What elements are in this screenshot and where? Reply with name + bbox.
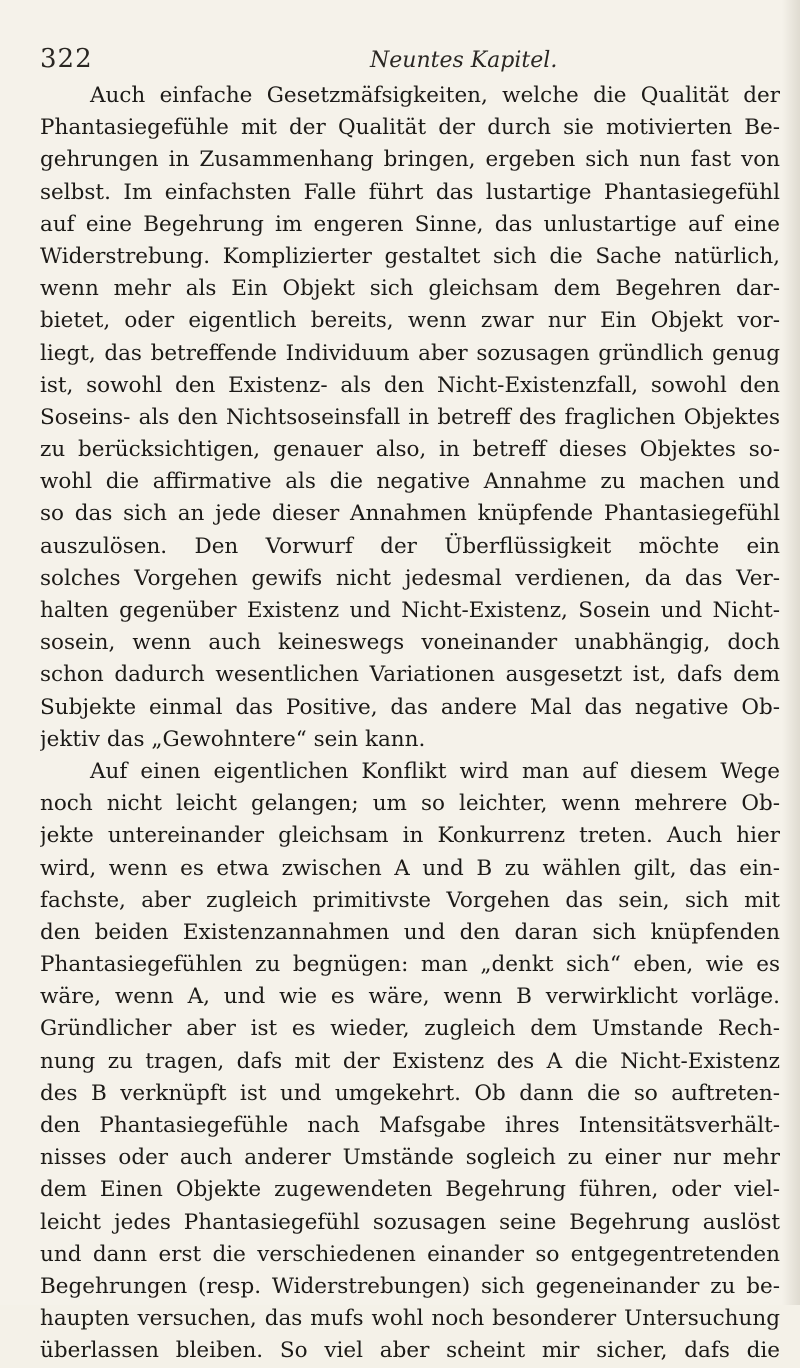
running-title: Neuntes Kapitel. [370, 48, 558, 73]
text-line: zu berücksichtigen, genauer also, in betreff dieses Objektes so- [40, 437, 780, 463]
text-line: den Phantasiegefühle nach Mafsgabe ihres Intensitätsverhält- [40, 1113, 780, 1138]
text-line: bietet, oder eigentlich bereits, wenn zwar nur Ein Objekt vor- [40, 308, 780, 334]
text-line: jektiv das „Gewohntere“ sein kann. [40, 726, 426, 752]
text-line: überlassen bleiben. So viel aber scheint mir sicher, dafs die [40, 1338, 780, 1364]
text-line: wohl die affirmative als die negative Annahme zu machen und [40, 469, 780, 495]
text-line: Subjekte einmal das Positive, das andere Mal das negative Ob- [40, 694, 780, 720]
page-number: 322 [40, 44, 93, 74]
text-line: solches Vorgehen gewifs nicht jedesmal verdienen, da das Ver- [40, 565, 780, 591]
text-line: Widerstrebung. Komplizierter gestaltet sich die Sache natürlich, [40, 243, 780, 269]
text-line: Soseins- als den Nichtsoseinsfall in betreff des fraglichen Objektes [40, 404, 780, 430]
text-line: so das sich an jede dieser Annahmen knüpfende Phantasiegefühl [40, 501, 780, 527]
page-header [40, 44, 780, 78]
body-text [40, 80, 780, 1368]
page-edge-shadow [782, 0, 800, 1305]
text-line: schon dadurch wesentlichen Variationen ausgesetzt ist, dafs dem [40, 662, 780, 688]
text-line: fachste, aber zugleich primitivste Vorgehen das sein, sich mit [40, 887, 780, 913]
text-line: Auch einfache Gesetzmäfsigkeiten, welche die Qualität der [90, 83, 780, 108]
text-line: auf eine Begehrung im engeren Sinne, das unlustartige auf eine [40, 211, 780, 237]
text-line: halten gegenüber Existenz und Nicht-Existenz, Sosein und Nicht- [40, 598, 780, 623]
text-line: Auf einen eigentlichen Konflikt wird man auf diesem Wege [90, 758, 780, 784]
text-line: sosein, wenn auch keineswegs voneinander unabhängig, doch [40, 630, 780, 656]
text-line: nung zu tragen, dafs mit der Existenz des A die Nicht-Existenz [40, 1048, 780, 1074]
text-line: des B verknüpft ist und umgekehrt. Ob dann die so auftreten- [40, 1080, 780, 1106]
text-line: wird, wenn es etwa zwischen A und B zu wählen gilt, das ein- [40, 855, 780, 881]
text-line: auszulösen. Den Vorwurf der Überflüssigkeit möchte ein [40, 533, 780, 559]
text-line: Phantasiegefühlen zu begnügen: man „denkt sich“ eben, wie es [40, 952, 780, 978]
text-line: nisses oder auch anderer Umstände sogleich zu einer nur mehr [40, 1145, 780, 1171]
text-line: liegt, das betreffende Individuum aber sozusagen gründlich genug [40, 340, 780, 366]
text-line: und dann erst die verschiedenen einander so entgegentretenden [40, 1241, 780, 1267]
text-line: jekte untereinander gleichsam in Konkurrenz treten. Auch hier [40, 823, 780, 849]
text-line: selbst. Im einfachsten Falle führt das lustartige Phantasiegefühl [40, 179, 780, 205]
text-line: leicht jedes Phantasiegefühl sozusagen seine Begehrung auslöst [40, 1209, 780, 1235]
text-line: gehrungen in Zusammenhang bringen, ergeben sich nun fast von [40, 147, 780, 173]
text-line: wäre, wenn A, und wie es wäre, wenn B verwirklicht vorläge. [40, 984, 780, 1010]
text-line: Gründlicher aber ist es wieder, zugleich dem Umstande Rech- [40, 1016, 780, 1042]
text-line: wenn mehr als Ein Objekt sich gleichsam dem Begehren dar- [40, 276, 780, 302]
text-line: noch nicht leicht gelangen; um so leichter, wenn mehrere Ob- [40, 791, 780, 817]
text-line: den beiden Existenzannahmen und den daran sich knüpfenden [40, 919, 780, 945]
text-line: haupten versuchen, das mufs wohl noch besonderer Untersuchung [40, 1306, 780, 1332]
text-line: Begehrungen (resp. Widerstrebungen) sich gegeneinander zu be- [40, 1273, 780, 1299]
text-line: dem Einen Objekte zugewendeten Begehrung führen, oder viel- [40, 1177, 780, 1203]
text-line: ist, sowohl den Existenz- als den Nicht-Existenzfall, sowohl den [40, 372, 780, 398]
text-line: Phantasiegefühle mit der Qualität der durch sie motivierten Be- [40, 115, 780, 141]
